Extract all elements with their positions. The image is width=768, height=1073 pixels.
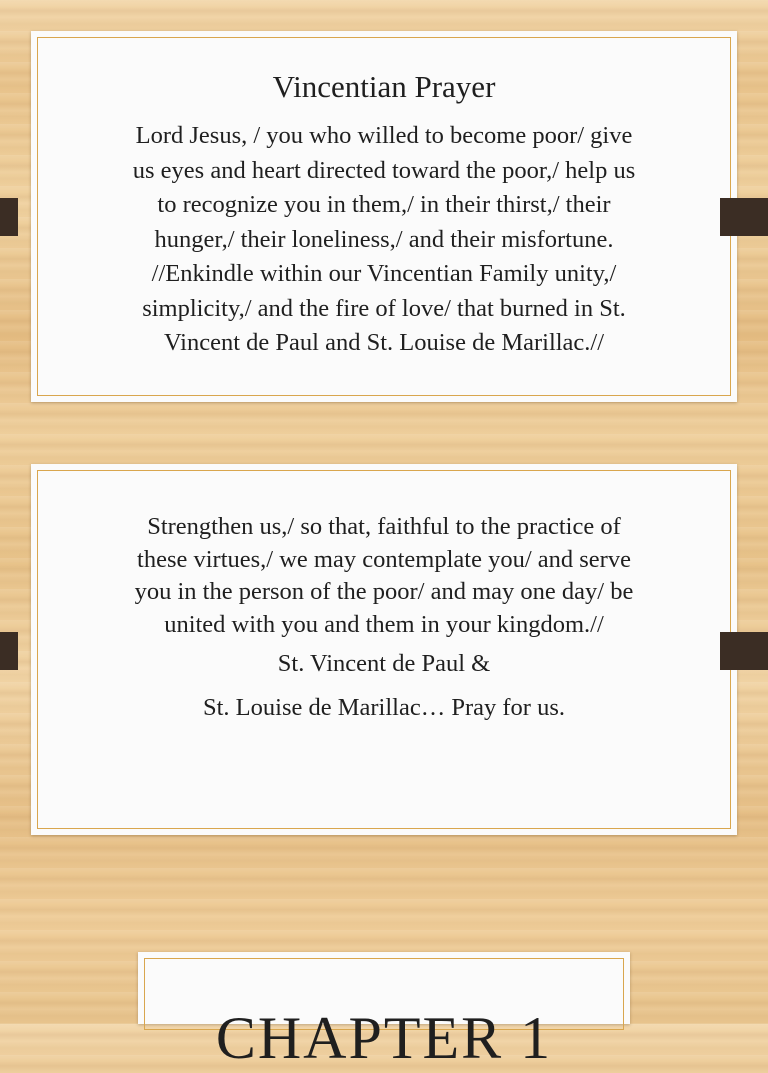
prayer-slide-2 — [31, 464, 737, 835]
slide-binder-tab-right — [720, 198, 768, 236]
slide-binder-tab-left — [0, 198, 18, 236]
prayer-line: Vincent de Paul and St. Louise de Marillac.// — [163, 329, 605, 356]
prayer-line: hunger,/ their loneliness,/ and their misfortune. — [154, 225, 614, 253]
slide-binder-tab-left — [0, 632, 18, 670]
prayer-slide-1 — [31, 31, 737, 402]
prayer-line: us eyes and heart directed toward the poor,/ help us — [132, 156, 636, 184]
chapter-title: CHAPTER 1 — [215, 1005, 553, 1071]
prayer-line: //Enkindle within our Vincentian Family unity,/ — [151, 260, 617, 287]
prayer-line: you in the person of the poor/ and may one day/ be — [134, 578, 634, 605]
prayer-text — [55, 511, 713, 641]
prayer-line: simplicity,/ and the fire of love/ that burned in St. — [142, 294, 626, 322]
prayer-line: these virtues,/ we may contemplate you/ and serve — [137, 545, 631, 573]
slide-binder-tab-right — [720, 632, 768, 670]
prayer-text — [55, 119, 713, 361]
slide-title: Vincentian Prayer — [272, 69, 496, 104]
chapter-slide — [138, 952, 630, 1071]
closing-line: St. Louise de Marillac… Pray for us. — [203, 694, 565, 721]
prayer-line: united with you and them in your kingdom.// — [164, 610, 604, 638]
prayer-line: Lord Jesus, / you who willed to become poor/ give — [135, 122, 633, 149]
prayer-line: Strengthen us,/ so that, faithful to the practice of — [147, 513, 621, 540]
closing-line: St. Vincent de Paul & — [277, 650, 491, 677]
prayer-line: to recognize you in them,/ in their thirst,/ their — [157, 191, 611, 218]
